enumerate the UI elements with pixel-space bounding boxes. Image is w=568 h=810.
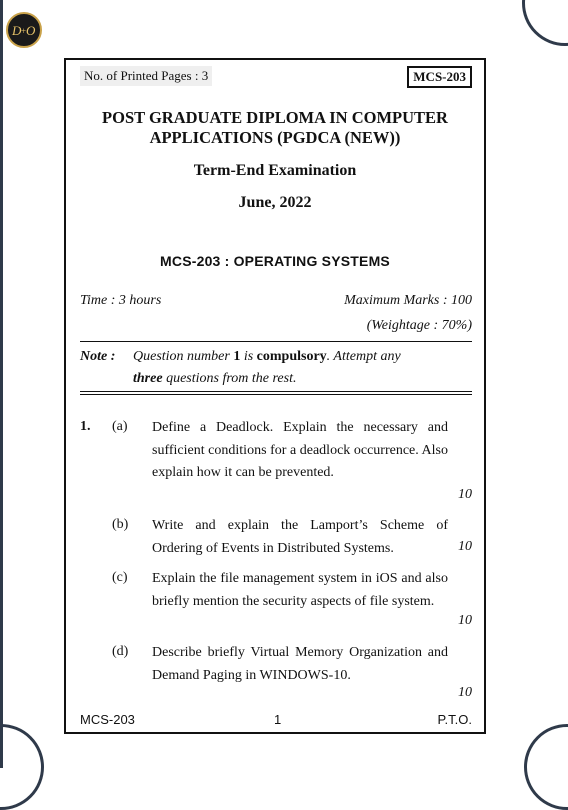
part-text: Explain the file management system in iOS and also briefly mention the security aspects of file system.	[152, 571, 448, 609]
note-compulsory: compulsory	[256, 349, 327, 364]
weightage: (Weightage : 70%)	[366, 318, 472, 333]
divider	[80, 394, 472, 395]
subject-title: MCS-203 : OPERATING SYSTEMS	[160, 253, 390, 269]
maximum-marks: Maximum Marks : 100	[344, 293, 472, 308]
divider	[80, 341, 472, 342]
time-allowed: Time : 3 hours	[80, 293, 162, 308]
paper-code-badge: MCS-203	[407, 66, 472, 88]
part-marks: 10	[458, 487, 472, 502]
instructions-note	[80, 346, 472, 390]
footer-paper-code: MCS-203	[80, 712, 135, 727]
part-marks: 10	[458, 685, 472, 700]
corner-decoration	[522, 0, 568, 46]
divider	[80, 391, 472, 392]
corner-decoration	[0, 724, 44, 810]
programme-title	[66, 108, 484, 148]
note-label: Note :	[80, 349, 116, 364]
part-text: Write and explain the Lamport’s Scheme of Ordering of Events in Distributed Systems.	[152, 518, 448, 556]
programme-title-line1: POST GRADUATE DIPLOMA IN COMPUTER	[102, 108, 448, 127]
part-text: Define a Deadlock. Explain the necessary and sufficient conditions for a deadlock occurrence. Also explain how it can be prevented.	[152, 420, 448, 480]
part-label: (b)	[112, 517, 129, 532]
note-text: questions from the rest.	[162, 371, 297, 386]
printed-pages: No. of Printed Pages : 3	[80, 66, 212, 86]
note-text: . Attempt any	[326, 349, 401, 364]
exam-date: June, 2022	[238, 194, 312, 211]
note-text: Question number	[133, 349, 234, 364]
part-text: Describe briefly Virtual Memory Organization and Demand Paging in WINDOWS-10.	[152, 645, 448, 683]
question-paper-page	[64, 58, 486, 734]
svg-text:D: D	[12, 23, 22, 38]
footer-page-number: 1	[274, 712, 282, 727]
note-line2	[80, 368, 472, 390]
exam-name: Term-End Examination	[193, 162, 357, 179]
note-question-number: 1	[233, 349, 241, 364]
part-label: (c)	[112, 570, 128, 585]
part-label: (d)	[112, 644, 129, 659]
note-three: three	[133, 371, 163, 386]
footer-pto: P.T.O.	[437, 712, 472, 727]
programme-title-line2: APPLICATIONS (PGDCA (NEW))	[149, 128, 401, 147]
note-line1	[80, 346, 472, 368]
svg-text:O: O	[26, 23, 36, 38]
note-text: is	[240, 349, 257, 364]
corner-decoration	[524, 724, 568, 810]
question-number: 1.	[80, 419, 91, 434]
part-marks: 10	[458, 539, 472, 554]
part-label: (a)	[112, 419, 128, 434]
part-marks: 10	[458, 613, 472, 628]
window-edge	[0, 0, 3, 768]
app-logo-icon	[6, 12, 42, 48]
svg-text:+: +	[21, 26, 27, 36]
